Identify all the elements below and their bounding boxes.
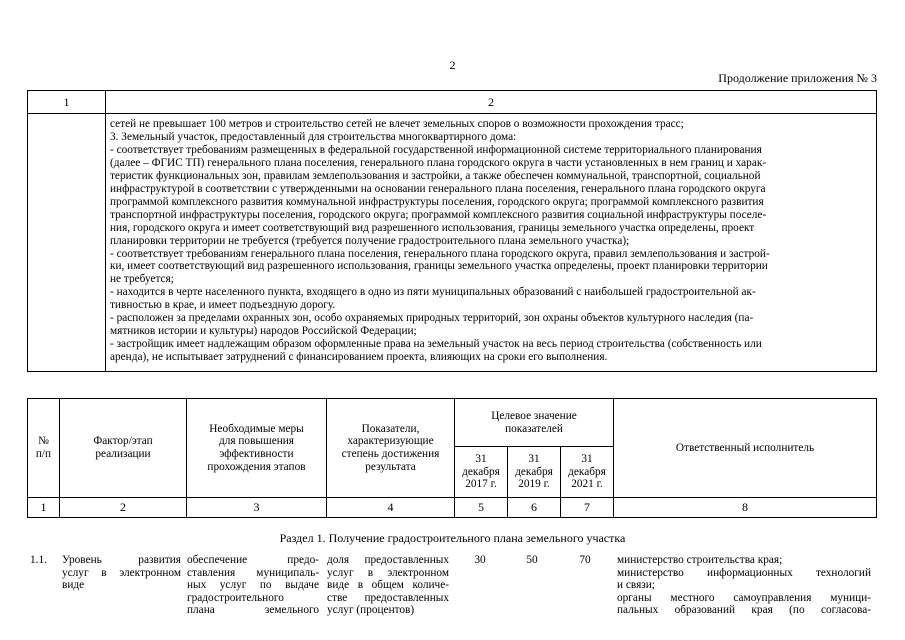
column-number: 2 xyxy=(60,498,187,518)
continuation-table xyxy=(27,90,877,372)
appendix-continuation-note: Продолжение приложения № 3 xyxy=(718,71,877,85)
row-1-1-responsible: министерство строительства края; министерство информационных технологий и связи; органы местного самоуправления муници- пальных образований края (по согласова- xyxy=(617,554,871,616)
measures-header-table xyxy=(27,398,877,518)
row-1-1-indicators: доля предоставленных услуг в электронном виде в общем количе- стве предоставленных услуг (процентов) xyxy=(327,554,449,616)
text-line: мятников истории и культуры) народов Российской Федерации; xyxy=(110,325,417,338)
text-line: сетей не превышает 100 метров и строительство сетей не влечет земельных споров о возможности прохождения трасс; xyxy=(110,118,684,130)
text-line: - соответствует требованиям размещенных в федеральной государственной информационной системе территориального планирования xyxy=(110,143,762,156)
text-line: - застройщик имеет надлежащим образом оформленные права на земельный участок на весь период строительства (собственность или xyxy=(110,338,762,351)
column-number: 6 xyxy=(508,498,561,518)
text-line: теристик функциональных зон, правилам землепользования и застройки, а также обеспечен коммунальной, транспортной, социальной xyxy=(110,169,761,182)
column-number: 3 xyxy=(187,498,327,518)
header-num: № п/п xyxy=(28,399,60,498)
text-line: ния, городского округа и имеет соответствующий вид разрешенного использования, границы земельного участка определены, проект xyxy=(110,221,755,234)
header-indicators: Показатели, характеризующие степень достижения результата xyxy=(327,399,455,498)
header-target-values: Целевое значение показателей xyxy=(455,399,614,447)
text-line: тивностью в крае, и имеет подъездную дорогу. xyxy=(110,299,336,312)
column-number: 8 xyxy=(614,498,877,518)
row-1-1-measures: обеспечение предо- ставления муниципаль- ных услуг по выдаче градостроительного плана земельного xyxy=(187,554,319,616)
header-year-2017: 31 декабря 2017 г. xyxy=(455,447,508,498)
text-line: транспортной инфраструктуры поселения, городского округа; программой комплексного развития социальной инфраструктуры поселе- xyxy=(110,208,767,221)
column-number: 4 xyxy=(327,498,455,518)
t1-conditions-text xyxy=(106,114,877,372)
row-1-1-value-2017: 30 xyxy=(474,554,486,566)
header-measures: Необходимые меры для повышения эффективности прохождения этапов xyxy=(187,399,327,498)
text-line: (далее – ФГИС ТП) генерального плана поселения, генерального плана городского округа в части установленных в нем границ и харак- xyxy=(110,156,767,169)
header-responsible: Ответственный исполнитель xyxy=(614,399,877,498)
text-line: не требуется; xyxy=(110,273,174,286)
section-title: Раздел 1. Получение градостроительного плана земельного участка xyxy=(279,531,626,545)
row-1-1-num: 1.1. xyxy=(30,554,47,566)
header-factor: Фактор/этап реализации xyxy=(60,399,187,498)
t1-col1-header: 1 xyxy=(28,91,106,114)
header-year-2019: 31 декабря 2019 г. xyxy=(508,447,561,498)
row-1-1-value-2021: 70 xyxy=(579,554,591,566)
text-line: программой комплексного развития коммунальной инфраструктуры поселения, городского округа; программой комплексного развития xyxy=(110,195,764,208)
row-1-1-value-2019: 50 xyxy=(526,554,538,566)
text-line: планировки территории не требуется (требуется получение градостроительного плана земельного участка); xyxy=(110,234,630,247)
text-line: - соответствует требованиям генерального плана поселения, генерального плана городского округа, правил землепользования и застрой- xyxy=(110,247,770,260)
text-line: аренда), не испытывает затруднений с финансированием проекта, влияющих на сроки его выполнения. xyxy=(110,351,608,364)
text-line: 3. Земельный участок, предоставленный для строительства многоквартирного дома: xyxy=(110,130,517,143)
header-year-2021: 31 декабря 2021 г. xyxy=(561,447,614,498)
page-number: 2 xyxy=(449,58,456,72)
column-number: 1 xyxy=(28,498,60,518)
column-number: 5 xyxy=(455,498,508,518)
text-line: ки, имеет соответствующий вид разрешенного использования, границы земельного участка определены, проект планировки территории xyxy=(110,260,768,273)
text-line: - расположен за пределами охранных зон, особо охраняемых природных территорий, зон охраны объектов культурного наследия (па- xyxy=(110,312,754,325)
t1-col2-header: 2 xyxy=(106,91,877,114)
column-number: 7 xyxy=(561,498,614,518)
text-line: - находится в черте населенного пункта, входящего в одно из пяти муниципальных образований с наибольшей градостроительной ак- xyxy=(110,286,756,299)
row-1-1-factor: Уровень развития услуг в электронном виде xyxy=(62,554,181,591)
text-line: инфраструктурой в соответствии с утвержденными на основании генерального плана поселения, генерального плана городского округа xyxy=(110,182,766,195)
t1-empty-cell xyxy=(28,114,106,372)
